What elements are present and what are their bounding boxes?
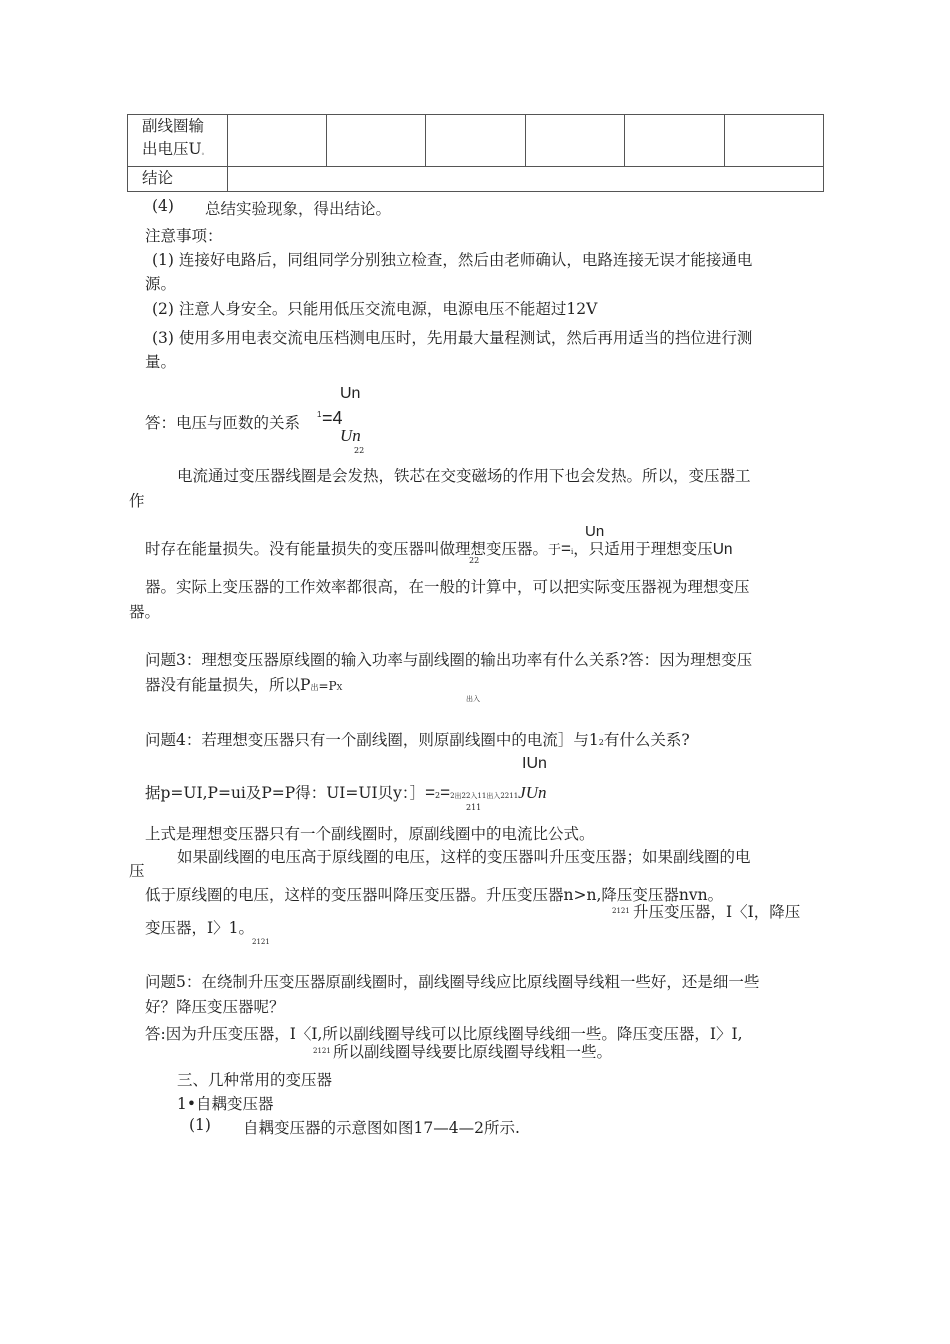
para2-line4-right: 升压变压器，I〈I，降压 <box>633 903 801 921</box>
answer1-prefix: 答：电压与匝数的关系 <box>145 414 301 432</box>
step4-number: (4) <box>152 197 174 215</box>
section3-subtitle: 1•自耦变压器 <box>177 1095 274 1113</box>
table-cell-conclusion <box>228 167 824 192</box>
section3-title: 三、几种常用的变压器 <box>177 1071 333 1089</box>
table-label-line2: 出电压U。 <box>142 140 209 158</box>
q3-below-sub: 出入 <box>466 695 480 703</box>
para2-line2-wrap: 压 <box>129 862 145 880</box>
note-1-line1: (1) 连接好电路后，同组同学分别独立检查，然后由老师确认，电路连接无误才能接通电 <box>152 251 753 269</box>
note-1-line2: 源。 <box>145 275 177 293</box>
note-3-line1: (3) 使用多用电表交流电压档测电压时，先用最大量程测试，然后再用适当的挡位进行测 <box>152 329 753 347</box>
para2-sub-b: 2121 <box>252 938 270 946</box>
section3-item-text: 自耦变压器的示意图如图17—4—2所示. <box>243 1119 520 1137</box>
notes-title: 注意事项： <box>145 227 223 245</box>
q4-formula-top: IUn <box>522 755 547 772</box>
table-cell <box>625 115 725 167</box>
q3-line2: 器没有能量损失，所以P出=PX <box>145 676 343 694</box>
para2-line1: 上式是理想变压器只有一个副线圈时，原副线圈中的电流比公式。 <box>145 825 595 843</box>
q5-line2: 好？降压变压器呢？ <box>145 998 285 1016</box>
para1-line2: 时存在能量损失。没有能量损失的变压器叫做理想变压器。于=i，只适用于理想变压Un <box>145 539 733 558</box>
table-row-label-conclusion: 结论 <box>128 167 228 192</box>
q4-line1: 问题4：若理想变压器只有一个副线圈，则原副线圈中的电流］与12有什么关系? <box>145 731 690 749</box>
section3-item-number: (1) <box>189 1116 211 1134</box>
table-row-label-output-voltage <box>128 115 228 167</box>
answer1-denominator-sub: 22 <box>354 446 365 455</box>
table-cell <box>426 115 526 167</box>
answer1-eq: =4 <box>322 408 343 428</box>
para1-line1: 电流通过变压器线圈是会发热，铁芯在交变磁场的作用下也会发热。所以，变压器工 <box>177 467 751 485</box>
para2-line3: 低于原线圈的电压，这样的变压器叫降压变压器。升压变压器n>n,降压变压器nvn。 <box>145 886 724 904</box>
para2-line2: 如果副线圈的电压高于原线圈的电压，这样的变压器叫升压变压器；如果副线圈的电 <box>177 848 751 866</box>
table-cell <box>526 115 625 167</box>
para2-sub-a: 2121 <box>612 907 630 915</box>
para1-formula-sub: 22 <box>469 556 480 565</box>
table-cell <box>725 115 824 167</box>
q5-line3: 答:因为升压变压器，I〈I,所以副线圈导线可以比原线圈导线细一些。降压变压器，I〉I, <box>145 1025 743 1043</box>
q5-line4: 所以副线圈导线要比原线圈导线粗一些。 <box>333 1043 613 1061</box>
para1-line3: 器。实际上变压器的工作效率都很高，在一般的计算中，可以把实际变压器视为理想变压 <box>145 578 750 596</box>
table-cell <box>228 115 327 167</box>
q5-sub: 2121 <box>313 1047 331 1055</box>
q4-formula-bottom: 211 <box>466 803 482 812</box>
table-cell <box>327 115 426 167</box>
table-label-line1: 副线圈输 <box>142 117 205 135</box>
table-label-sub: 。 <box>201 148 209 156</box>
note-3-line2: 量。 <box>145 353 177 371</box>
para1-line1-wrap: 作 <box>129 492 145 510</box>
note-2: (2) 注意人身安全。只能用低压交流电源，电源电压不能超过12V <box>152 300 598 318</box>
answer1-numerator: Un <box>340 385 361 402</box>
q4-line2: 据p=UI,P=ui及P=P得：UI=UI贝y：］=2=2出22入11出入2211JUn <box>145 783 547 802</box>
experiment-table <box>127 114 824 192</box>
para2-line5: 变压器，I〉1。 <box>145 919 254 937</box>
answer1-denominator: Un <box>340 426 361 445</box>
step4-text: 总结实验现象，得出结论。 <box>205 200 392 218</box>
q5-line1: 问题5：在绕制升压变压器原副线圈时，副线圈导线应比原线圈导线粗一些好，还是细一些 <box>145 973 760 991</box>
answer1-sup: 1 <box>317 410 322 419</box>
para1-line4: 器。 <box>129 603 161 621</box>
q3-line1: 问题3：理想变压器原线圈的输入功率与副线圈的输出功率有什么关系?答：因为理想变压 <box>145 651 753 669</box>
para1-formula-top: Un <box>585 523 605 540</box>
